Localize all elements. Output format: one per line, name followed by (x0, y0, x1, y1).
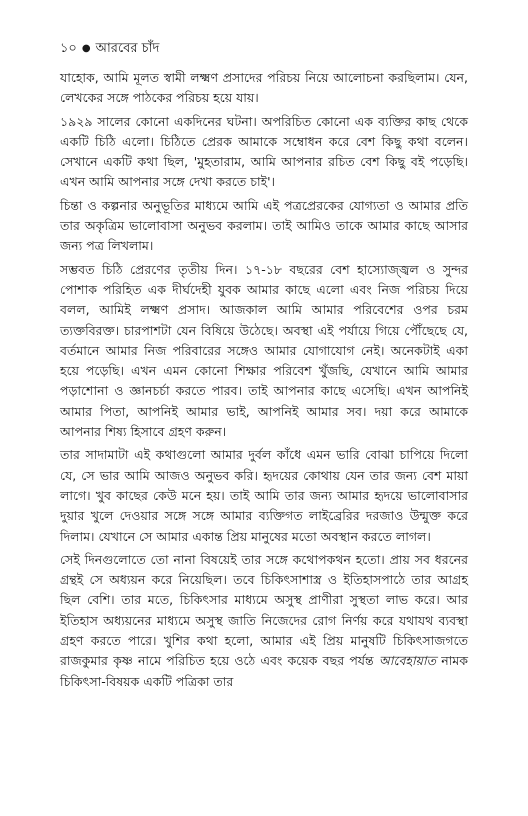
magazine-title: আবেহায়াত (378, 653, 436, 669)
paragraph-5: তার সাদামাটা এই কথাগুলো আমার দুর্বল কাঁধে এমন ভারি বোঝা চাপিয়ে দিলো যে, সে ভার আমি আজও অনুভব করি। হৃদয়ের কোথায় যেন তার জন্য বেশ মায়া লাগে। খুব কাছের কেউ মনে হয়। তাই আমি তার জন্য আমার হৃদয়ে ভালোবাসার দুয়ার খুলে দেওয়ার সঙ্গে সঙ্গে আমার ব্যক্তিগত লাইব্রেরির দরজাও উন্মুক্ত করে দিলাম। যেখানে সে আমার একান্ত প্রিয় মানুষের মতো অবস্থান করতে লাগল। (60, 447, 468, 544)
paragraph-4: সম্ভবত চিঠি প্রেরণের তৃতীয় দিন। ১৭-১৮ বছরের বেশ হাস্যোজ্জ্বল ও সুন্দর পোশাক পরিহিত এক দীর্ঘদেহী যুবক আমার কাছে এলো এবং নিজ পরিচয় দিয়ে বলল, আমিই লক্ষ্মণ প্রসাদ। আজকাল আমি আমার পরিবেশের ওপর চরম ত্যক্তবিরক্ত। চারপাশটা যেন বিষিয়ে উঠেছে। অবস্থা এই পর্যায়ে গিয়ে পৌঁছেছে যে, বর্তমানে আমার নিজ পরিবারের সঙ্গেও আমার যোগাযোগ নেই। অনেকটাই একা হয়ে পড়েছি। এখন এমন কোনো শিক্ষার পরিবেশ খুঁজছি, যেখানে আমি আমার পড়াশোনা ও জ্ঞানচর্চা করতে পারব। তাই আপনার কাছে এসেছি। এখন আপনিই আমার পিতা, আপনিই আমার ভাই, আপনিই আমার সব। দয়া করে আমাকে আপনার শিষ্য হিসাবে গ্রহণ করুন। (60, 261, 468, 440)
paragraph-1: যাহোক, আমি মূলত স্বামী লক্ষ্মণ প্রসাদের পরিচয় নিয়ে আলোচনা করছিলাম। যেন, লেখকের সঙ্গে পাঠকের পরিচয় হয়ে যায়। (60, 70, 468, 106)
paragraph-3: চিন্তা ও কল্পনার অনুভূতির মাধ্যমে আমি এই পত্রপ্রেরকের যোগ্যতা ও আমার প্রতি তার অকৃত্রিম ভালোবাসা অনুভব করলাম। তাই আমিও তাকে আমার কাছে আসার জন্য পত্র লিখলাম। (60, 197, 468, 254)
book-title: আরবের চাঁদ (95, 41, 160, 56)
page-number: ১০ (60, 41, 77, 56)
paragraph-6-tail: নামক চিকিৎসা-বিষয়ক একটি পত্রিকা তার (60, 653, 468, 689)
paragraph-6 (60, 550, 468, 692)
paragraph-2: ১৯২৯ সালের কোনো একদিনের ঘটনা। অপরিচিত কোনো এক ব্যক্তির কাছ থেকে একটি চিঠি এলো। চিঠিতে প্রেরক আমাকে সম্বোধন করে বেশ কিছু কথা বলেন। সেখানে একটি কথা ছিল, 'মুহতারাম, আমি আপনার রচিত বেশ কিছু বই পড়েছি। এখন আমি আপনার সঙ্গে দেখা করতে চাই'। (60, 113, 468, 190)
bullet-separator: ● (81, 43, 91, 54)
paragraph-6-text: সেই দিনগুলোতে তো নানা বিষয়েই তার সঙ্গে কথোপকথন হতো। প্রায় সব ধরনের গ্রন্থই সে অধ্যয়ন করে নিয়েছিল। তবে চিকিৎসাশাস্ত্র ও ইতিহাসপাঠে তার আগ্রহ ছিল বেশি। তার মতে, চিকিৎসার মাধ্যমে অসুস্থ প্রাণীরা সুস্থতা লাভ করে। আর ইতিহাস অধ্যয়নের মাধ্যমে অসুস্থ জাতি নিজেদের রোগ নির্ণয় করে যথাযথ ব্যবস্থা গ্রহণ করতে পারে। খুশির কথা হলো, আমার এই প্রিয় মানুষটি চিকিৎসাজগতে রাজকুমার কৃষ্ণ নামে পরিচিত হয়ে ওঠে এবং কয়েক বছর পর্যন্ত (60, 551, 468, 669)
running-header (60, 40, 468, 58)
